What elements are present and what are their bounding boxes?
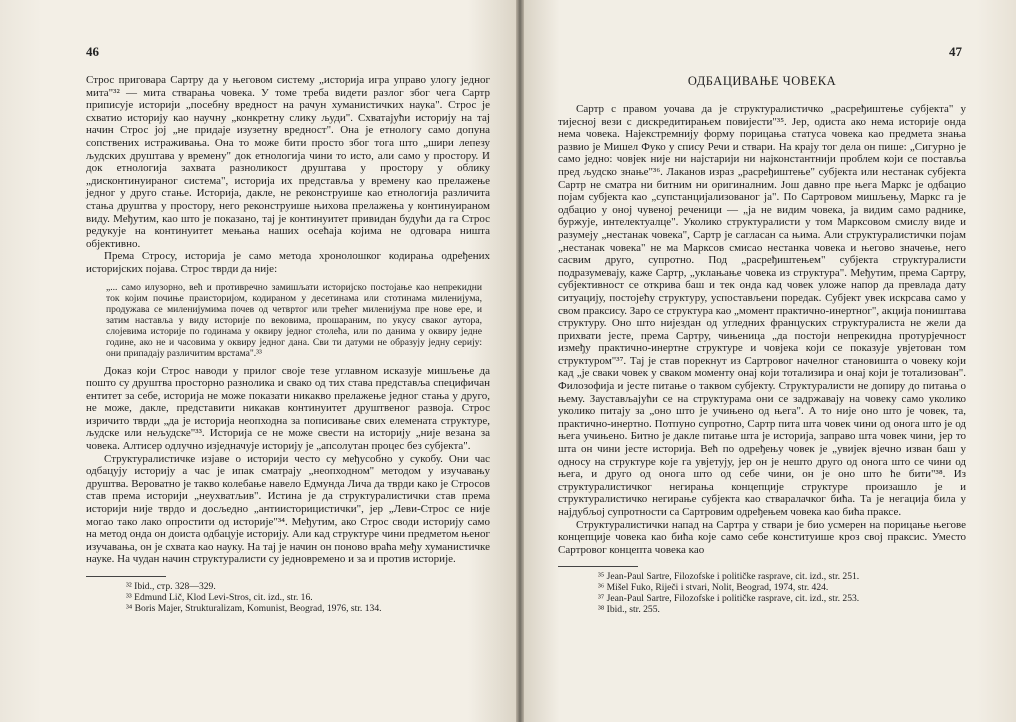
footnote: ³⁴ Boris Majer, Strukturalizam, Komunist, Beograd, 1976, str. 134. — [126, 603, 382, 614]
block-quote: „... само илузорно, већ и противречно замишљати историјско постојање као непрекидни ток којим почиње праисторијом, кодираном у десетинама или стотинама милениjума, продужава се милениjумима почев од четвртог или трећег миленијума пре нове ере, и затим наставља у виду историје по вековима, прошараним, по укусу сваког аутора, слојевима историје по годинама у оквиру једног столећа, или по данима у оквиру једне године, ако не и часовима у оквиру једног дана. Сви ти датуми не образују једну серију: они припадају различитим врстама".³³ — [106, 281, 482, 359]
footnote: ³⁶ Mišel Fuko, Riječi i stvari, Nolit, Beograd, 1974, str. 424. — [598, 582, 829, 594]
chapter-title: ОДБАЦИВАЊЕ ЧОВЕКА — [687, 74, 837, 88]
paragraph: Структуралистички напад на Сартра у ствари је био усмерен на порицање његове концепције човека као бића које само себе конституише кроз свој праксис. Уместо Сартровог концепта човека као — [558, 518, 966, 556]
footnote: ³³ Edmund Lič, Klod Levi-Stros, cit. izd., str. 16. — [126, 592, 313, 603]
footnote: ³² Ibid., стр. 328—329. — [126, 581, 216, 592]
page-number-left: 46 — [86, 44, 99, 59]
paragraph: Доказ који Строс наводи у прилог своје тезе углавном исказује мишљење да пошто су друштва просторно разнолика и свако од тих става представља специфичан ентитет за себе, историја не може показати никакво прелажење једног стања у друго, не може, дакле, представити никакав континуитет друштвеног развоја. Строс изричито тврди „да је историја неопходна за пописивање свих елемената структуре, људске или нељудске"³³. Историја се не може свести на историју „није везана за човека. Алтисер одлучно изједначује историју је „апсолутан процес без субјекта". — [86, 364, 490, 453]
paragraph: Строс приговара Сартру да у његовом систему „историја игра управо улогу једног мита"³² — мита стварања човека. У томе треба видети разлог због чега Сартр приписује историји „посебну вредност на рачун хуманистичких наука". Строс је схватио историју као научну „конкретну слику људи". Схватајући историју на тај начин Строс јој „не придаје изузетну вредност". Она је етнологу само допуна сопствених истраживања. Она то може бити просто због тога што „шири лепезу људских друштава у времену" док етнологија чини то исто, али само у простору. И док етнологија захвата разноликост друштава у простору у облику „дисконтинуираног система", историја их представља у времену као прелажење једног у друго стање. Историја, дакле, не реконструише као етнологија различита стања друштва у простору, него реконструише њихова прелажења у континуираном виду. Међутим, као што је показано, тај је континуитет привидан будући да га Строс редукује на континуитет мењања наших осећаја којима не одговара ништа објективно. — [86, 74, 490, 250]
paragraph: Сартр с правом уочава да је структуралистичко „расређиштење субјекта" у тијесној вези с дискредитирањем повијести"³⁵. Јер, одиста ако нема историје онда нема човека. Најекстремнију форму порицања статуса човека као предмета знања развио је Мишел Фуко у спису Речи и ствари. На крају тог дела он пише: „Сигурно је само једно: човјек није ни најстарији ни најконстантнији проблем који се поставља пред људско знање"³⁶. Лаканов израз „расређиштење" субјекта или нестанак субјекта Сартр не сматра ни битним ни оригиналним. Још давно пре њега Маркс је одбацио појам субјекта као „супстанцијализованог ја". По Сартровом мишљењу, Маркс га је одбацио у оној чувеној реченици — „ја не видим човека, ја видим само раднике, буржује, интелектуалце". Уколико структуралисти у том Марксовом смислу виде и разумеју „нестанак човека", Сартр је сагласан са њима. Али структуралистички појам „нестанак човека" не ма Марксов смисао нестанка човека и његово значење, него сасвим друго, супротно. Под „расређиштењем" субјекта структуралисти подразумевају, каже Сартр, „уклањање човека из структура". Међутим, према Сартру, субјективност се открива баш и тек онда кад човек уложе напор да превлада дату ситуацију, постојећу структуру, успостављени поредак. Субјект увек искрсава само у свом праксису. Заро се структура као „момент практично-инертног", акција поништава структуру. Оно што нијездан од угледних француских структуралиста не жели да прихвати јесте, према Сартру, чињеница „да постоји непрекидна протурјечност између практично-инертне структуре и човјека који се показује увјетован том структуром"³⁷. Тај је став порекнут из Сартровог начелног становишта о човеку који кад „је сваки човек у сваком моменту онај који тотализира и онај који је тотализован". Филозофија и јесте питање о таквом субјекту. Структуралисти не допиру до питања о њему. Заустављајући се на структурама они се задржавају на човеку само уколико уколико питају за „оно што је учињено од њега". А то није оно што је човек, та, практично-инертно. Потпуно супротно, Сартр пита шта човек чини од онога што је од њега учињено. Битно је дакле питање шта је историја, заправо шта човек чини, јер то шта он чини јесте историја. Већ по одређењу човек је „увијек вјечно изван баш у односу на структуре које га увјетују, јер он је нешто друго од онога што се чини од њега, и друго од онога што од себе чини, он је оно што ће бити"³⁸. Из структуралистичког негирања концепције структуре произашло је и структуралистичко негирање субјекта као стваралачког бића. Та је негација била у најдубљој супротности са Сартровим одређењем човека као бића праксе. — [558, 103, 966, 518]
paragraph: Према Стросу, историја је само метода хронолошког кодирања одређених историјских појава. Строс тврди да није: — [86, 250, 490, 275]
footnote-rule — [86, 576, 166, 577]
page-number-right: 47 — [949, 44, 962, 59]
right-page — [520, 0, 1016, 722]
footnote: ³⁵ Jean-Paul Sartre, Filozofske i političke rasprave, cit. izd., str. 251. — [598, 571, 860, 583]
book-gutter — [516, 0, 524, 722]
footnote: ³⁷ Jean-Paul Sartre, Filozofske i političke rasprave, cit. izd., str. 253. — [598, 593, 860, 605]
footnote: ³⁸ Ibid., str. 255. — [598, 604, 660, 616]
footnote-rule — [558, 566, 638, 567]
footnotes-right — [598, 571, 966, 615]
paragraph: Структуралистичке изјаве о историји често су међусобно у сукобу. Они час одбацују историју а час је ипак сматрају „неопходном" методом у изучавању друштва. Вероватно је такво колебање навело Едмунда Лича да тврди како је Стросов став према историји „неухватљив". Истина је да структуралистички став према историји није тврдо и досљедно „антиисторицистички", јер „Леви-Строс се није могао тако лако опростити од историје"³⁴. Међутим, ако Строс своди историју само на метод онда он доиста одбацује историју. Али кад структуре чини предметом њеног изучавања, он је схвата као науку. На тај је начин он поново враћа међу хуманистичке науке. На чудан начин структуралисти су једновремено и за и против историје. — [86, 452, 490, 566]
footnotes-left — [126, 581, 490, 614]
